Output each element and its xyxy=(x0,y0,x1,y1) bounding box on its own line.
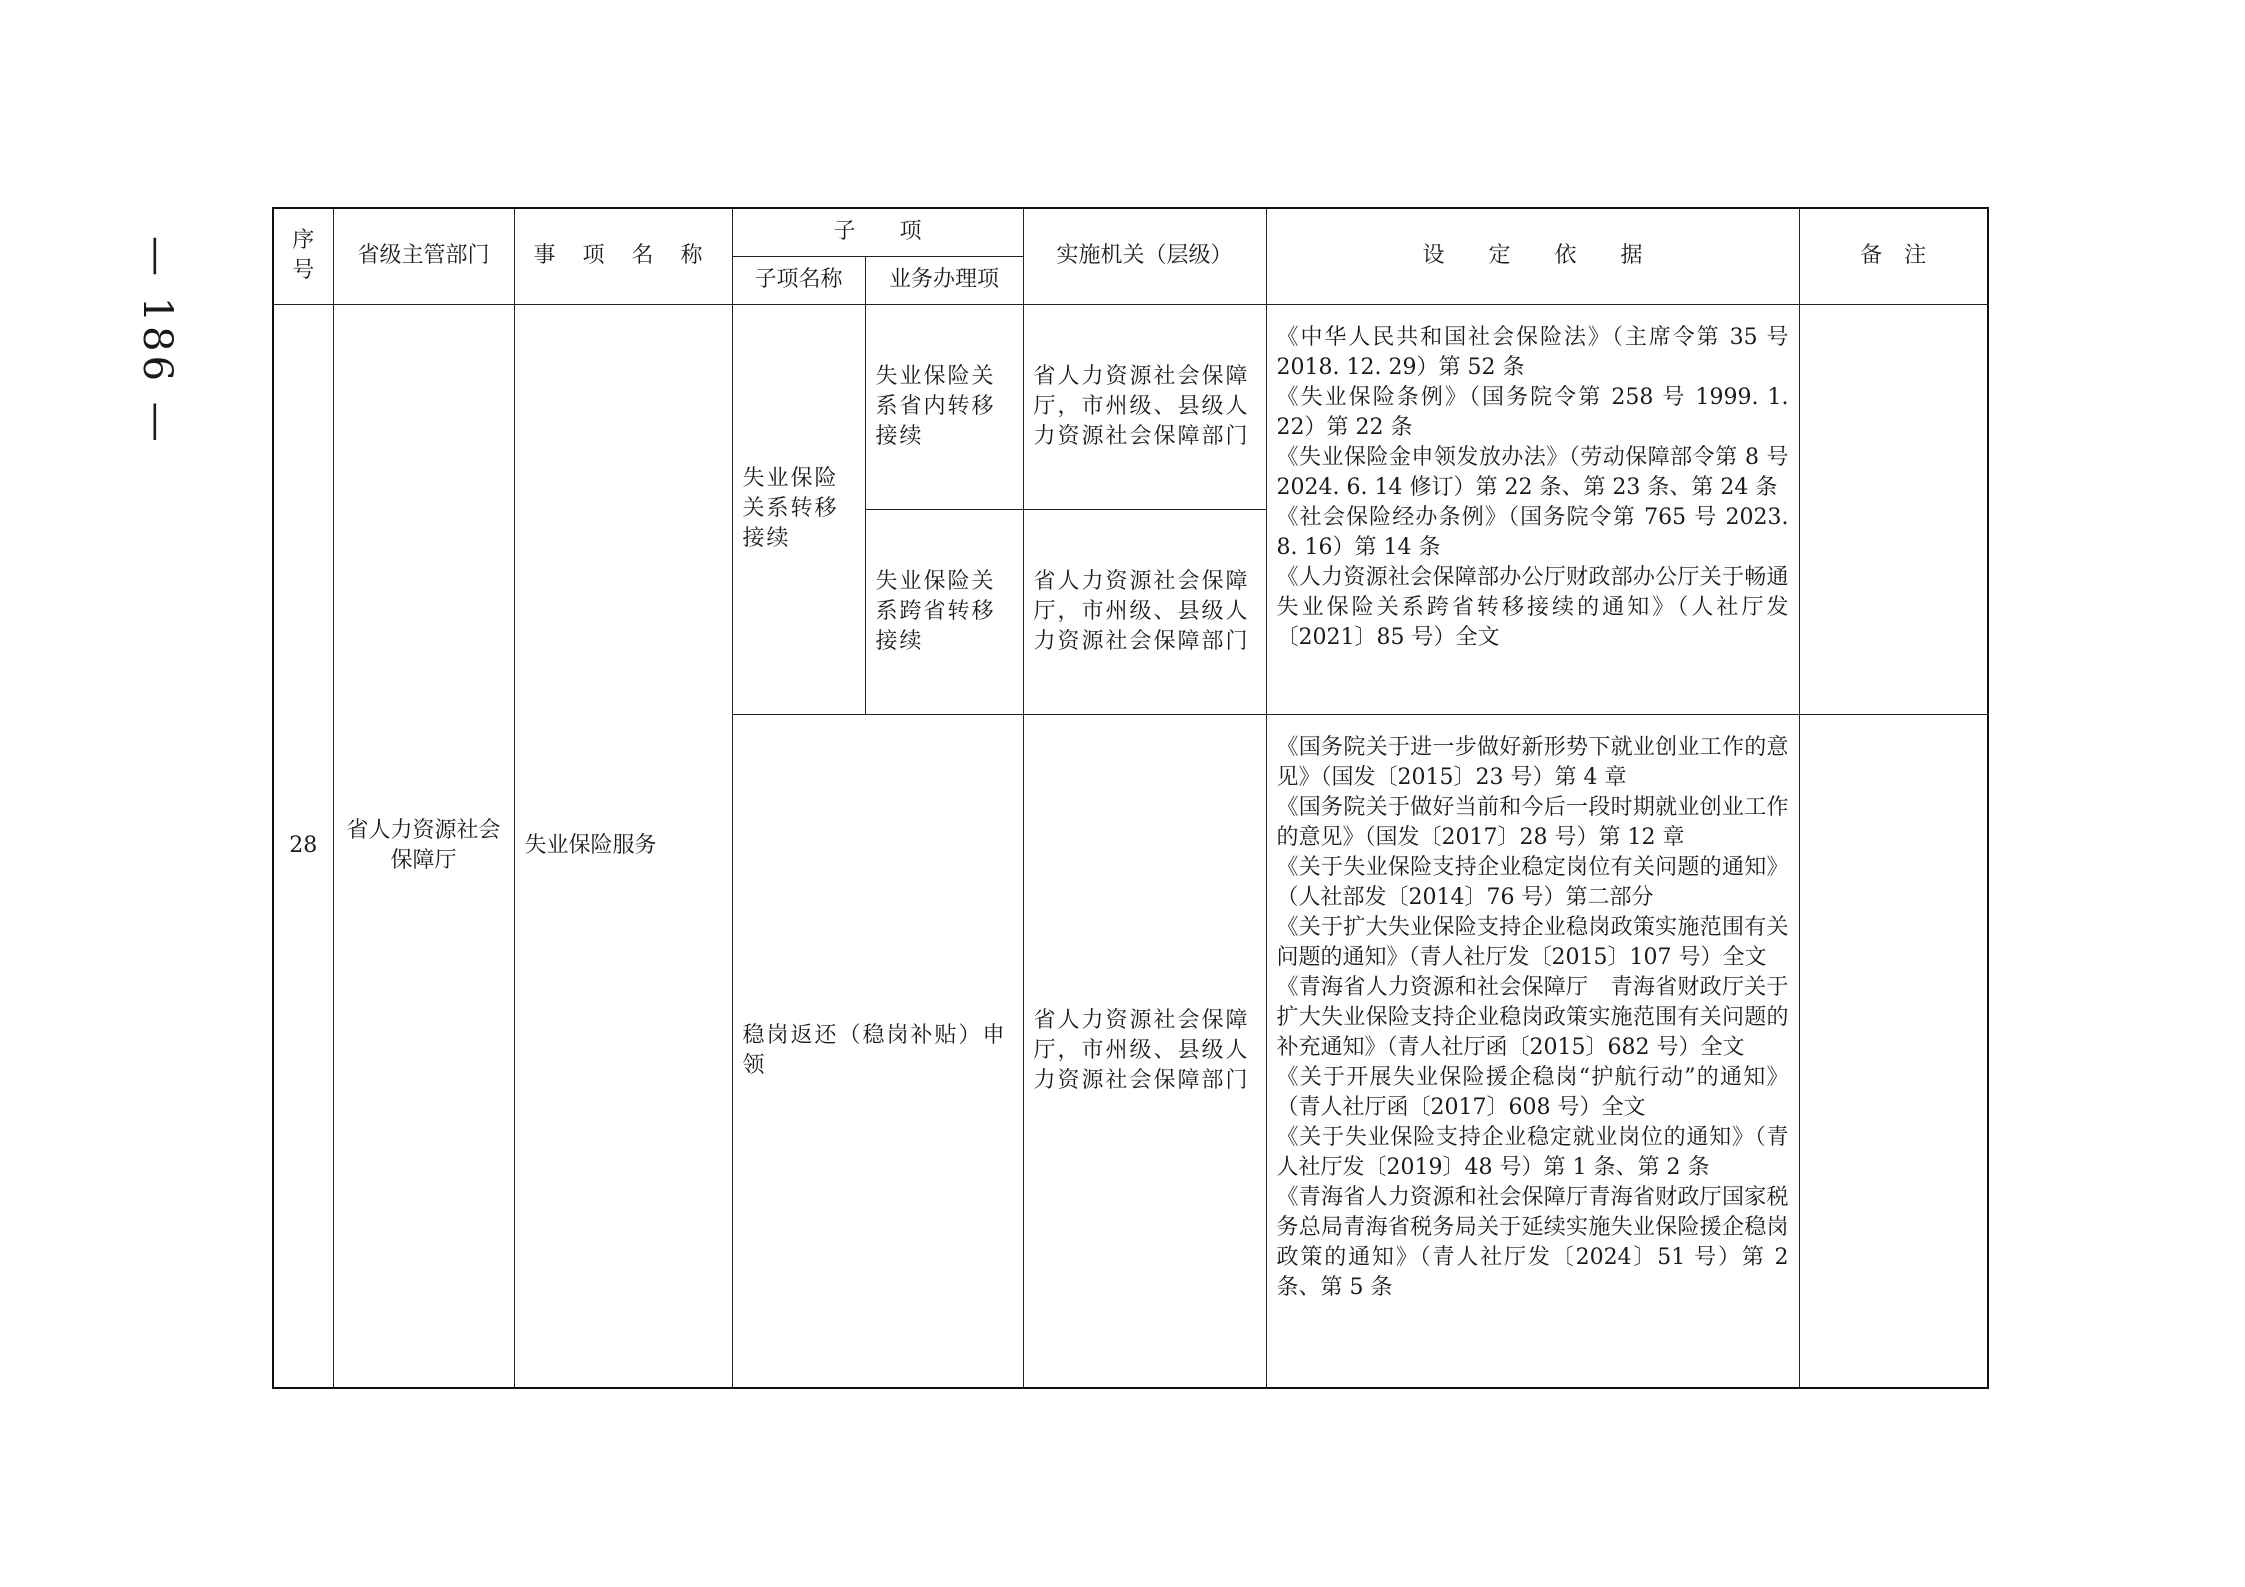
header-item-name: 事 项 名 称 xyxy=(514,208,732,304)
agency-intra-province: 省人力资源社会保障厅，市州级、县级人力资源社会保障部门 xyxy=(1023,304,1266,509)
basis-line: 《青海省人力资源和社会保障厅 青海省财政厅关于扩大失业保险支持企业稳岗政策实施范围有关问题的补充通知》（青人社厅函〔2015〕682 号）全文 xyxy=(1276,974,1789,1060)
remark-stabilization xyxy=(1799,714,1988,1388)
basis-line: 《关于开展失业保险援企稳岗“护航行动”的通知》（青人社厅函〔2017〕608 号）全文 xyxy=(1276,1064,1789,1120)
subitem-name-stabilization: 稳岗返还（稳岗补贴）申领 xyxy=(732,714,1023,1388)
subitem-name-transfer: 失业保险关系转移接续 xyxy=(732,304,865,714)
basis-stabilization xyxy=(1266,714,1799,1388)
basis-line: 《人力资源社会保障部办公厅财政部办公厅关于畅通失业保险关系跨省转移接续的通知》（人社厅发〔2021〕85 号）全文 xyxy=(1276,564,1789,650)
page-number: — 186 — xyxy=(134,236,180,446)
basis-transfer xyxy=(1266,304,1799,714)
row-item-name: 失业保险服务 xyxy=(514,304,732,1388)
header-agency: 实施机关（层级） xyxy=(1023,208,1266,304)
table-row xyxy=(273,304,1988,509)
header-row-top xyxy=(273,208,1988,256)
header-remark: 备 注 xyxy=(1799,208,1988,304)
basis-line: 《失业保险金申领发放办法》（劳动保障部令第 8 号 2024. 6. 14 修订）第 22 条、第 23 条、第 24 条 xyxy=(1276,444,1789,500)
row-seq: 28 xyxy=(273,304,333,1388)
basis-line: 《国务院关于进一步做好新形势下就业创业工作的意见》（国发〔2015〕23 号）第 4 章 xyxy=(1276,734,1789,790)
header-seq: 序号 xyxy=(273,208,333,304)
basis-line: 《青海省人力资源和社会保障厅青海省财政厅国家税务总局青海省税务局关于延续实施失业保险援企稳岗政策的通知》（青人社厅发〔2024〕51 号）第 2 条、第 5 条 xyxy=(1276,1184,1789,1300)
basis-line: 《关于失业保险支持企业稳定就业岗位的通知》（青人社厅发〔2019〕48 号）第 1 条、第 2 条 xyxy=(1276,1124,1789,1180)
row-dept: 省人力资源社会保障厅 xyxy=(333,304,514,1388)
basis-line: 《关于扩大失业保险支持企业稳岗政策实施范围有关问题的通知》（青人社厅发〔2015〕107 号）全文 xyxy=(1276,914,1789,970)
basis-line: 《社会保险经办条例》（国务院令第 765 号 2023. 8. 16）第 14 条 xyxy=(1276,504,1789,560)
header-basis: 设 定 依 据 xyxy=(1266,208,1799,304)
remark-transfer xyxy=(1799,304,1988,714)
basis-line: 《失业保险条例》（国务院令第 258 号 1999. 1. 22）第 22 条 xyxy=(1276,384,1789,440)
header-dept: 省级主管部门 xyxy=(333,208,514,304)
business-intra-province: 失业保险关系省内转移接续 xyxy=(865,304,1023,509)
header-business: 业务办理项 xyxy=(865,256,1023,304)
service-items-table xyxy=(272,207,1989,1389)
header-subitem-name: 子项名称 xyxy=(732,256,865,304)
basis-line: 《中华人民共和国社会保险法》（主席令第 35 号 2018. 12. 29）第 52 条 xyxy=(1276,324,1789,380)
basis-line: 《关于失业保险支持企业稳定岗位有关问题的通知》（人社部发〔2014〕76 号）第二部分 xyxy=(1276,854,1789,910)
agency-stabilization: 省人力资源社会保障厅，市州级、县级人力资源社会保障部门 xyxy=(1023,714,1266,1388)
agency-cross-province: 省人力资源社会保障厅，市州级、县级人力资源社会保障部门 xyxy=(1023,509,1266,714)
business-cross-province: 失业保险关系跨省转移接续 xyxy=(865,509,1023,714)
basis-line: 《国务院关于做好当前和今后一段时期就业创业工作的意见》（国发〔2017〕28 号）第 12 章 xyxy=(1276,794,1789,850)
header-subitem-group: 子 项 xyxy=(732,208,1023,256)
